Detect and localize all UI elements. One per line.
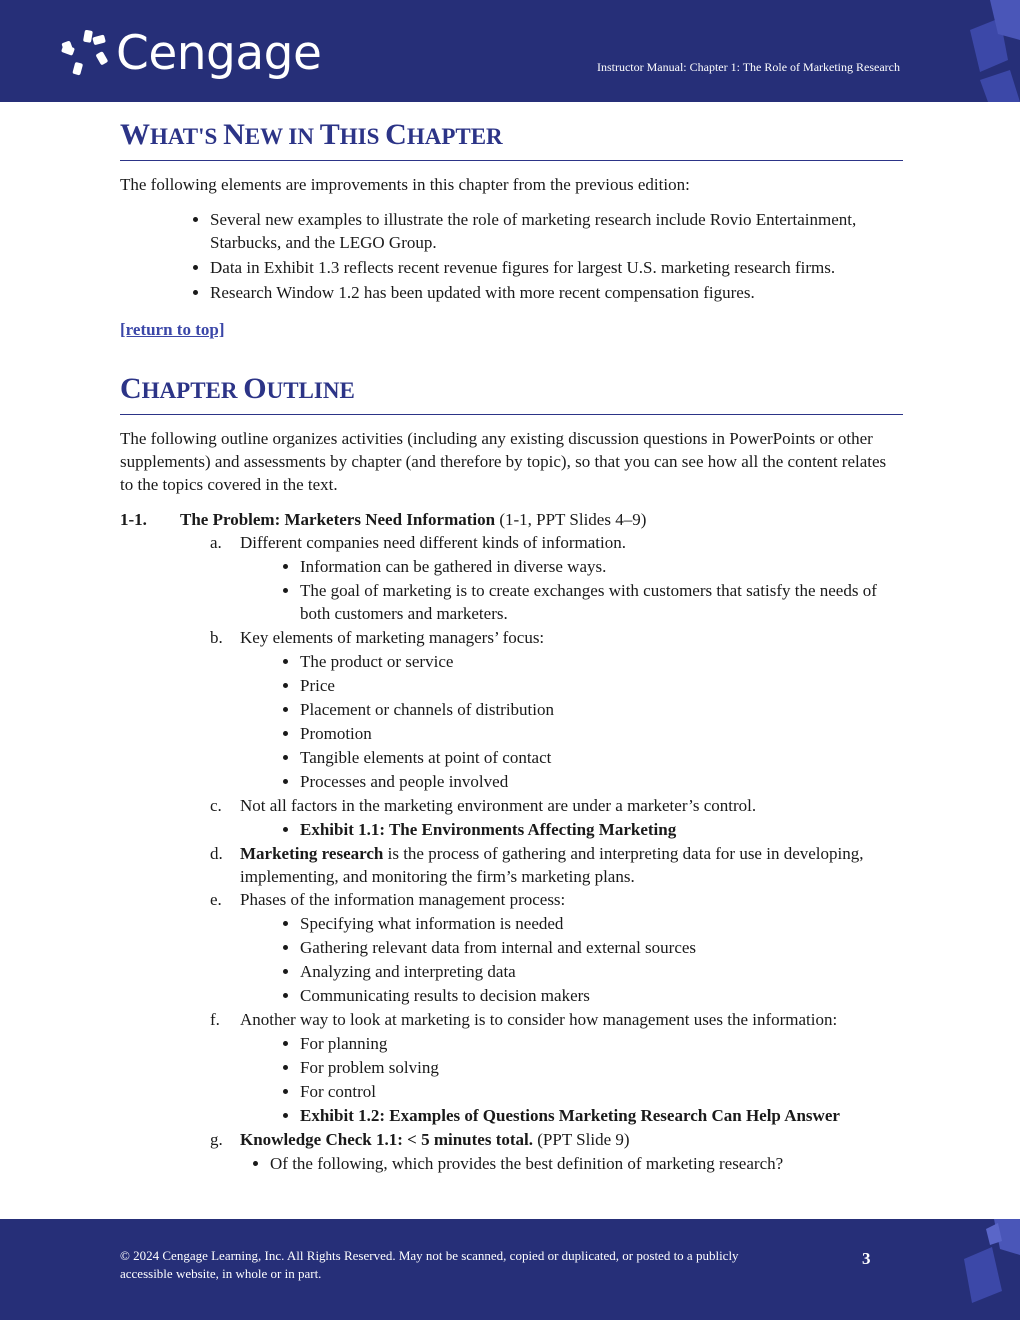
page-content: [120, 112, 903, 1176]
list-item: • Of the following, which provides the best definition of marketing research?: [270, 1152, 903, 1175]
outline-a-list: [120, 555, 903, 625]
chapter-outline-heading: CHAPTER OUTLINE: [120, 366, 903, 415]
list-item: • Data in Exhibit 1.3 reflects recent revenue figures for largest U.S. marketing research firms.: [210, 256, 903, 279]
list-item: • Processes and people involved: [300, 770, 903, 793]
list-item: • For problem solving: [300, 1056, 903, 1079]
list-item: • For control: [300, 1080, 903, 1103]
outline-c-list: [120, 818, 903, 841]
list-item: • Several new examples to illustrate the role of marketing research include Rovio Entertainment, Starbucks, and the LEGO Group.: [210, 208, 903, 254]
outline-f-list: [120, 1032, 903, 1127]
outline-item-f: f. Another way to look at marketing is to consider how management uses the information:: [210, 1010, 838, 1029]
outline-e-list: [120, 912, 903, 1007]
list-item: • Information can be gathered in diverse ways.: [300, 555, 903, 578]
outline-item-g: g. Knowledge Check 1.1: < 5 minutes total. (PPT Slide 9): [210, 1130, 630, 1149]
list-item: • Exhibit 1.2: Examples of Questions Marketing Research Can Help Answer: [300, 1104, 903, 1127]
list-item: • The product or service: [300, 650, 903, 673]
footer-decoration-icon: [958, 1219, 1020, 1320]
return-to-top-link[interactable]: [return to top]: [120, 320, 225, 339]
list-item: • Exhibit 1.1: The Environments Affecting Marketing: [300, 818, 903, 841]
list-item: • Promotion: [300, 722, 903, 745]
outline-item-d: d. Marketing research is the process of gathering and interpreting data for use in developing, implementing, and monitoring the firm’s marketing plans.: [210, 844, 864, 886]
brand-name: Cengage: [116, 25, 322, 81]
outline-g-list: [120, 1152, 903, 1175]
outline-b-list: [120, 650, 903, 793]
list-item: • Tangible elements at point of contact: [300, 746, 903, 769]
outline-item-e: e. Phases of the information management process:: [210, 890, 566, 909]
header-title: Instructor Manual: Chapter 1: The Role of Marketing Research: [596, 60, 900, 74]
section-number: 1-1.: [120, 510, 147, 529]
list-item: • Price: [300, 674, 903, 697]
outline-section-1-1: [120, 508, 903, 531]
section-ref: (1-1, PPT Slides 4–9): [495, 510, 647, 529]
copyright-notice: © 2024 Cengage Learning, Inc. All Rights Reserved. May not be scanned, copied or duplicated, or posted to a publicly accessible website, in whole or in part.: [120, 1248, 739, 1281]
list-item: • The goal of marketing is to create exchanges with customers that satisfy the needs of both customers and marketers.: [300, 579, 903, 625]
list-item: • For planning: [300, 1032, 903, 1055]
list-item: • Analyzing and interpreting data: [300, 960, 903, 983]
list-item: • Placement or channels of distribution: [300, 698, 903, 721]
list-item: • Gathering relevant data from internal and external sources: [300, 936, 903, 959]
page-header: [0, 0, 1020, 102]
list-item: • Research Window 1.2 has been updated with more recent compensation figures.: [210, 281, 903, 304]
whats-new-heading: WHAT'S NEW IN THIS CHAPTER: [120, 112, 903, 161]
page-footer: [0, 1219, 1020, 1320]
outline-item-c: c. Not all factors in the marketing environment are under a marketer’s control.: [210, 796, 757, 815]
page-number: 3: [862, 1249, 871, 1268]
list-item: • Communicating results to decision makers: [300, 984, 903, 1007]
outline-item-a: a. Different companies need different kinds of information.: [210, 533, 627, 552]
outline-item-b: b. Key elements of marketing managers’ focus:: [210, 628, 545, 647]
whats-new-intro: The following elements are improvements in this chapter from the previous edition:: [120, 175, 690, 194]
section-title: The Problem: Marketers Need Information: [180, 510, 496, 529]
cengage-burst-icon: [60, 28, 110, 78]
whats-new-list: [120, 208, 903, 304]
outline-body: [120, 508, 903, 1175]
header-decoration-icon: [960, 0, 1020, 102]
outline-intro: The following outline organizes activities (including any existing discussion questions in PowerPoints or other supplements) and assessments by chapter (and therefore by topic), so that you can see how all the content relates to the topics covered in the text.: [120, 429, 887, 494]
cengage-logo: [60, 26, 321, 80]
list-item: • Specifying what information is needed: [300, 912, 903, 935]
